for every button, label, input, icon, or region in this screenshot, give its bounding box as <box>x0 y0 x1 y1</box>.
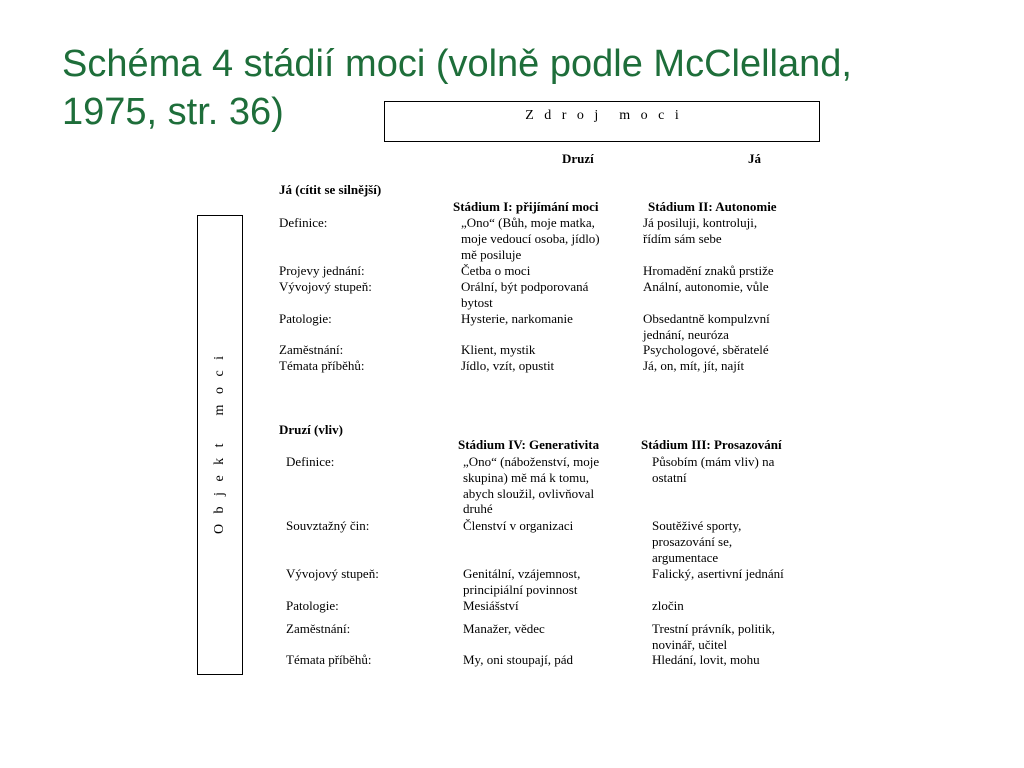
cell-right-line: řídím sám sebe <box>643 230 722 246</box>
cell-left-line: „Ono“ (náboženství, moje <box>463 454 600 469</box>
cell-left-line: Manažer, vědec <box>463 621 545 636</box>
section-self-heading: Já (cítit se silnější) <box>279 182 382 197</box>
source-of-power-box <box>384 101 820 142</box>
row-label: Zaměstnání: <box>279 342 344 357</box>
section-others-heading: Druzí (vliv) <box>279 422 343 437</box>
row-label: Vývojový stupeň: <box>286 566 379 581</box>
cell-left-line: mě posiluje <box>461 246 522 262</box>
cell-right-line: Obsedantně kompulzvní <box>643 311 770 326</box>
cell-right-line: Působím (mám vliv) na <box>652 454 775 469</box>
stage-2-heading: Stádium II: Autonomie <box>648 199 777 214</box>
cell-left-line: Četba o moci <box>461 263 531 278</box>
cell-right-line: Hledání, lovit, mohu <box>652 652 760 667</box>
cell-left-line: „Ono“ (Bůh, moje matka, <box>461 215 595 230</box>
row-label: Témata příběhů: <box>279 358 365 373</box>
slide-title-line-1: Schéma 4 stádií moci (volně podle McClelland, <box>62 43 852 85</box>
row-label: Definice: <box>286 454 335 469</box>
row-label: Projevy jednání: <box>279 263 365 278</box>
cell-left-line: druhé <box>463 501 493 517</box>
cell-left-line: Genitální, vzájemnost, <box>463 566 581 581</box>
source-of-power-label: Z d r o j m o c i <box>525 108 679 123</box>
row-label: Patologie: <box>279 311 332 326</box>
cell-left-line: Jídlo, vzít, opustit <box>461 358 555 373</box>
cell-left-line: Mesiášství <box>463 598 519 613</box>
object-of-power-box <box>197 215 243 675</box>
stage-1-heading: Stádium I: přijímání moci <box>453 199 599 214</box>
stage-3-heading: Stádium III: Prosazování <box>641 437 782 452</box>
cell-left-line: Členství v organizaci <box>463 518 574 533</box>
cell-right-line: ostatní <box>652 469 687 485</box>
row-label: Vývojový stupeň: <box>279 279 372 294</box>
cell-left-line: Klient, mystik <box>461 342 536 357</box>
cell-left-line: moje vedoucí osoba, jídlo) <box>461 230 600 246</box>
slide-title-line-2: 1975, str. 36) <box>62 91 284 133</box>
row-label: Souvztažný čin: <box>286 518 370 533</box>
cell-left-line: abych sloužil, ovlivňoval <box>463 485 595 501</box>
cell-right-line: argumentace <box>652 549 719 565</box>
column-header-others: Druzí <box>562 151 594 166</box>
cell-left-line: My, oni stoupají, pád <box>463 652 574 667</box>
cell-right-line: Trestní právník, politik, <box>652 621 776 636</box>
stage-4-heading: Stádium IV: Generativita <box>458 437 600 452</box>
cell-right-line: novinář, učitel <box>652 636 728 652</box>
cell-right-line: Soutěživé sporty, <box>652 518 742 533</box>
column-header-self: Já <box>748 151 761 166</box>
cell-right-line: Já posiluji, kontroluji, <box>643 215 758 230</box>
cell-right-line: jednání, neuróza <box>643 326 729 342</box>
cell-right-line: Anální, autonomie, vůle <box>643 279 769 294</box>
row-label: Patologie: <box>286 598 339 613</box>
object-of-power-label: O b j e k t m o c i <box>212 355 227 535</box>
cell-left-line: Hysterie, narkomanie <box>461 311 573 326</box>
cell-right-line: prosazování se, <box>652 533 733 549</box>
cell-right-line: zločin <box>652 598 684 613</box>
cell-right-line: Hromadění znaků prstiže <box>643 263 774 278</box>
cell-left-line: bytost <box>461 294 493 310</box>
row-label: Definice: <box>279 215 328 230</box>
cell-left-line: skupina) mě má k tomu, <box>463 469 590 485</box>
cell-left-line: principiální povinnost <box>463 581 578 597</box>
cell-right-line: Já, on, mít, jít, najít <box>643 358 745 373</box>
row-label: Témata příběhů: <box>286 652 372 667</box>
cell-left-line: Orální, být podporovaná <box>461 279 589 294</box>
cell-right-line: Psychologové, sběratelé <box>643 342 769 357</box>
row-label: Zaměstnání: <box>286 621 351 636</box>
cell-right-line: Falický, asertivní jednání <box>652 566 784 581</box>
